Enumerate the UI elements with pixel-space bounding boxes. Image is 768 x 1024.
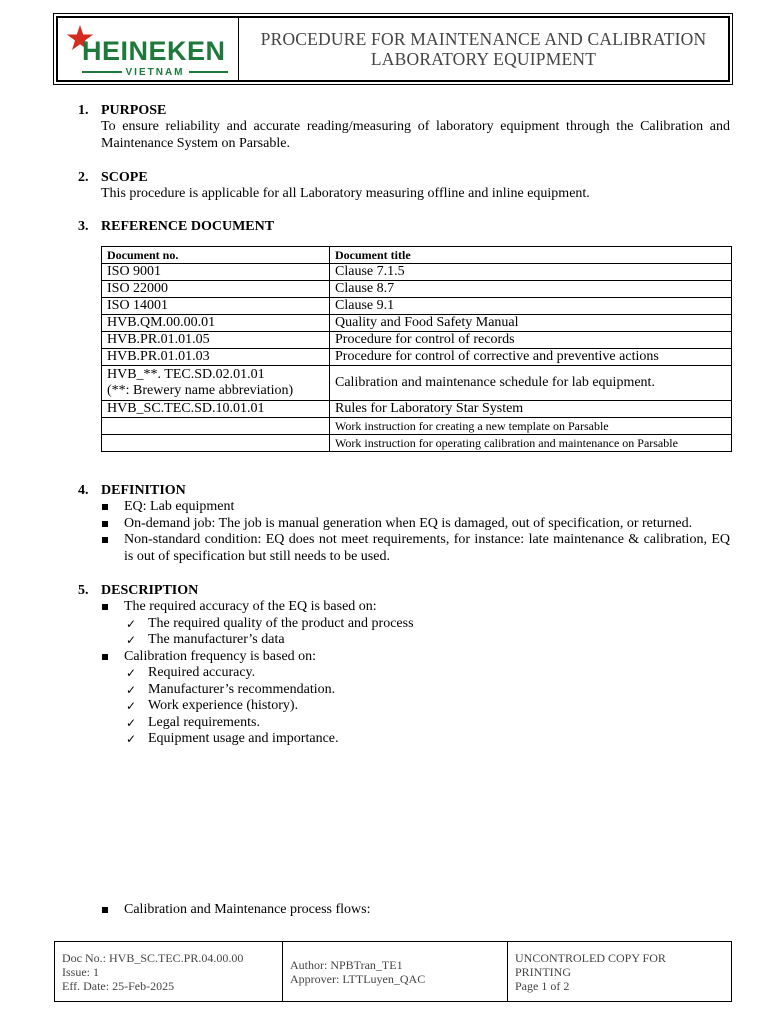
footer-author-info: Author: NPBTran_TE1 Approver: LTTLuyen_QAC bbox=[282, 942, 507, 1001]
checkmark-icon: ✓ bbox=[126, 616, 137, 631]
scope-text: This procedure is applicable for all Laboratory measuring offline and inline equipment. bbox=[101, 186, 590, 201]
square-bullet-icon bbox=[102, 604, 108, 610]
list-item: ✓ The manufacturer’s data bbox=[126, 632, 285, 647]
column-header-doc-no: Document no. bbox=[102, 247, 330, 264]
square-bullet-icon bbox=[102, 537, 108, 543]
table-row: HVB_SC.TEC.SD.10.01.01 Rules for Laboratory Star System bbox=[102, 401, 732, 418]
list-item: The required accuracy of the EQ is based on: bbox=[78, 599, 730, 616]
footer-copy-info: UNCONTROLED COPY FOR PRINTING Page 1 of 2 bbox=[507, 942, 731, 1001]
section-description bbox=[78, 583, 730, 748]
description-list bbox=[78, 599, 730, 616]
section-heading: 5. DESCRIPTION bbox=[78, 583, 199, 598]
section-heading: 2. SCOPE bbox=[78, 170, 148, 185]
definition-list bbox=[78, 499, 730, 565]
table-row: ISO 9001 Clause 7.1.5 bbox=[102, 264, 732, 281]
frequency-checklist bbox=[78, 665, 730, 748]
table-row: HVB.QM.00.00.01 Quality and Food Safety Manual bbox=[102, 315, 732, 332]
checkmark-icon: ✓ bbox=[126, 666, 137, 680]
table-row: HVB.PR.01.01.05 Procedure for control of records bbox=[102, 332, 732, 349]
section-definition bbox=[78, 483, 730, 565]
section-reference bbox=[78, 219, 730, 235]
square-bullet-icon bbox=[102, 654, 108, 660]
list-item: ✓ Required accuracy. bbox=[126, 665, 256, 680]
column-header-doc-title: Document title bbox=[330, 247, 732, 264]
list-item: ✓ Manufacturer’s recommendation. bbox=[126, 681, 336, 697]
section-heading: 1. PURPOSE bbox=[78, 103, 167, 118]
logo-subtitle: VIETNAM bbox=[125, 66, 185, 78]
list-item: Non-standard condition: EQ does not meet requirements, for instance: late maintenance & calibration, EQ is out of specification but still needs to be used. bbox=[78, 532, 730, 565]
description-list bbox=[78, 649, 730, 666]
square-bullet-icon bbox=[102, 504, 108, 510]
list-item: ✓ Legal requirements. bbox=[126, 714, 260, 730]
table-row: ISO 22000 Clause 8.7 bbox=[102, 281, 732, 298]
list-item: Calibration and Maintenance process flows: bbox=[78, 902, 730, 919]
checkmark-icon: ✓ bbox=[126, 715, 137, 730]
list-item: On-demand job: The job is manual generation when EQ is damaged, out of specification, or returned. bbox=[78, 516, 730, 533]
square-bullet-icon bbox=[102, 907, 108, 913]
section-heading: 4. DEFINITION bbox=[78, 483, 186, 498]
checkmark-icon: ✓ bbox=[126, 682, 137, 697]
list-item: ✓ The required quality of the product and process bbox=[126, 615, 414, 631]
logo-wordmark: HEINEKEN bbox=[82, 36, 226, 66]
process-flow-note bbox=[78, 902, 730, 919]
table-row: Work instruction for creating a new template on Parsable bbox=[102, 418, 732, 435]
list-item: ✓ Equipment usage and importance. bbox=[126, 731, 339, 746]
checkmark-icon: ✓ bbox=[126, 699, 137, 713]
section-scope bbox=[78, 170, 730, 203]
checkmark-icon: ✓ bbox=[126, 633, 137, 647]
accuracy-checklist bbox=[78, 616, 730, 649]
table-row: ISO 14001 Clause 9.1 bbox=[102, 298, 732, 315]
section-purpose bbox=[78, 103, 730, 152]
reference-table bbox=[101, 246, 732, 452]
checkmark-icon: ✓ bbox=[126, 732, 137, 746]
document-header bbox=[53, 13, 733, 85]
purpose-text: To ensure reliability and accurate reading/measuring of laboratory equipment through the Calibration and Maintenance System on Parsable. bbox=[101, 119, 730, 151]
table-header-row bbox=[102, 247, 732, 264]
list-item: Calibration frequency is based on: bbox=[78, 649, 730, 666]
page-number: Page 1 of 2 bbox=[515, 978, 570, 993]
list-item: EQ: Lab equipment bbox=[78, 499, 730, 516]
footer-doc-info: Doc No.: HVB_SC.TEC.PR.04.00.00 Issue: 1 Eff. Date: 25-Feb-2025 bbox=[62, 950, 244, 993]
document-footer bbox=[54, 941, 732, 1002]
section-heading: 3. REFERENCE DOCUMENT bbox=[78, 219, 275, 234]
table-row: Work instruction for operating calibration and maintenance on Parsable bbox=[102, 435, 732, 452]
square-bullet-icon bbox=[102, 521, 108, 527]
list-item: ✓ Work experience (history). bbox=[126, 698, 299, 713]
document-title: PROCEDURE FOR MAINTENANCE AND CALIBRATION LABORATORY EQUIPMENT bbox=[260, 29, 707, 69]
table-row: HVB_**. TEC.SD.02.01.01 (**: Brewery name abbreviation) Calibration and maintenance schedule for lab equipment. bbox=[102, 366, 732, 401]
heineken-logo bbox=[58, 18, 239, 80]
table-row: HVB.PR.01.01.03 Procedure for control of corrective and preventive actions bbox=[102, 349, 732, 366]
